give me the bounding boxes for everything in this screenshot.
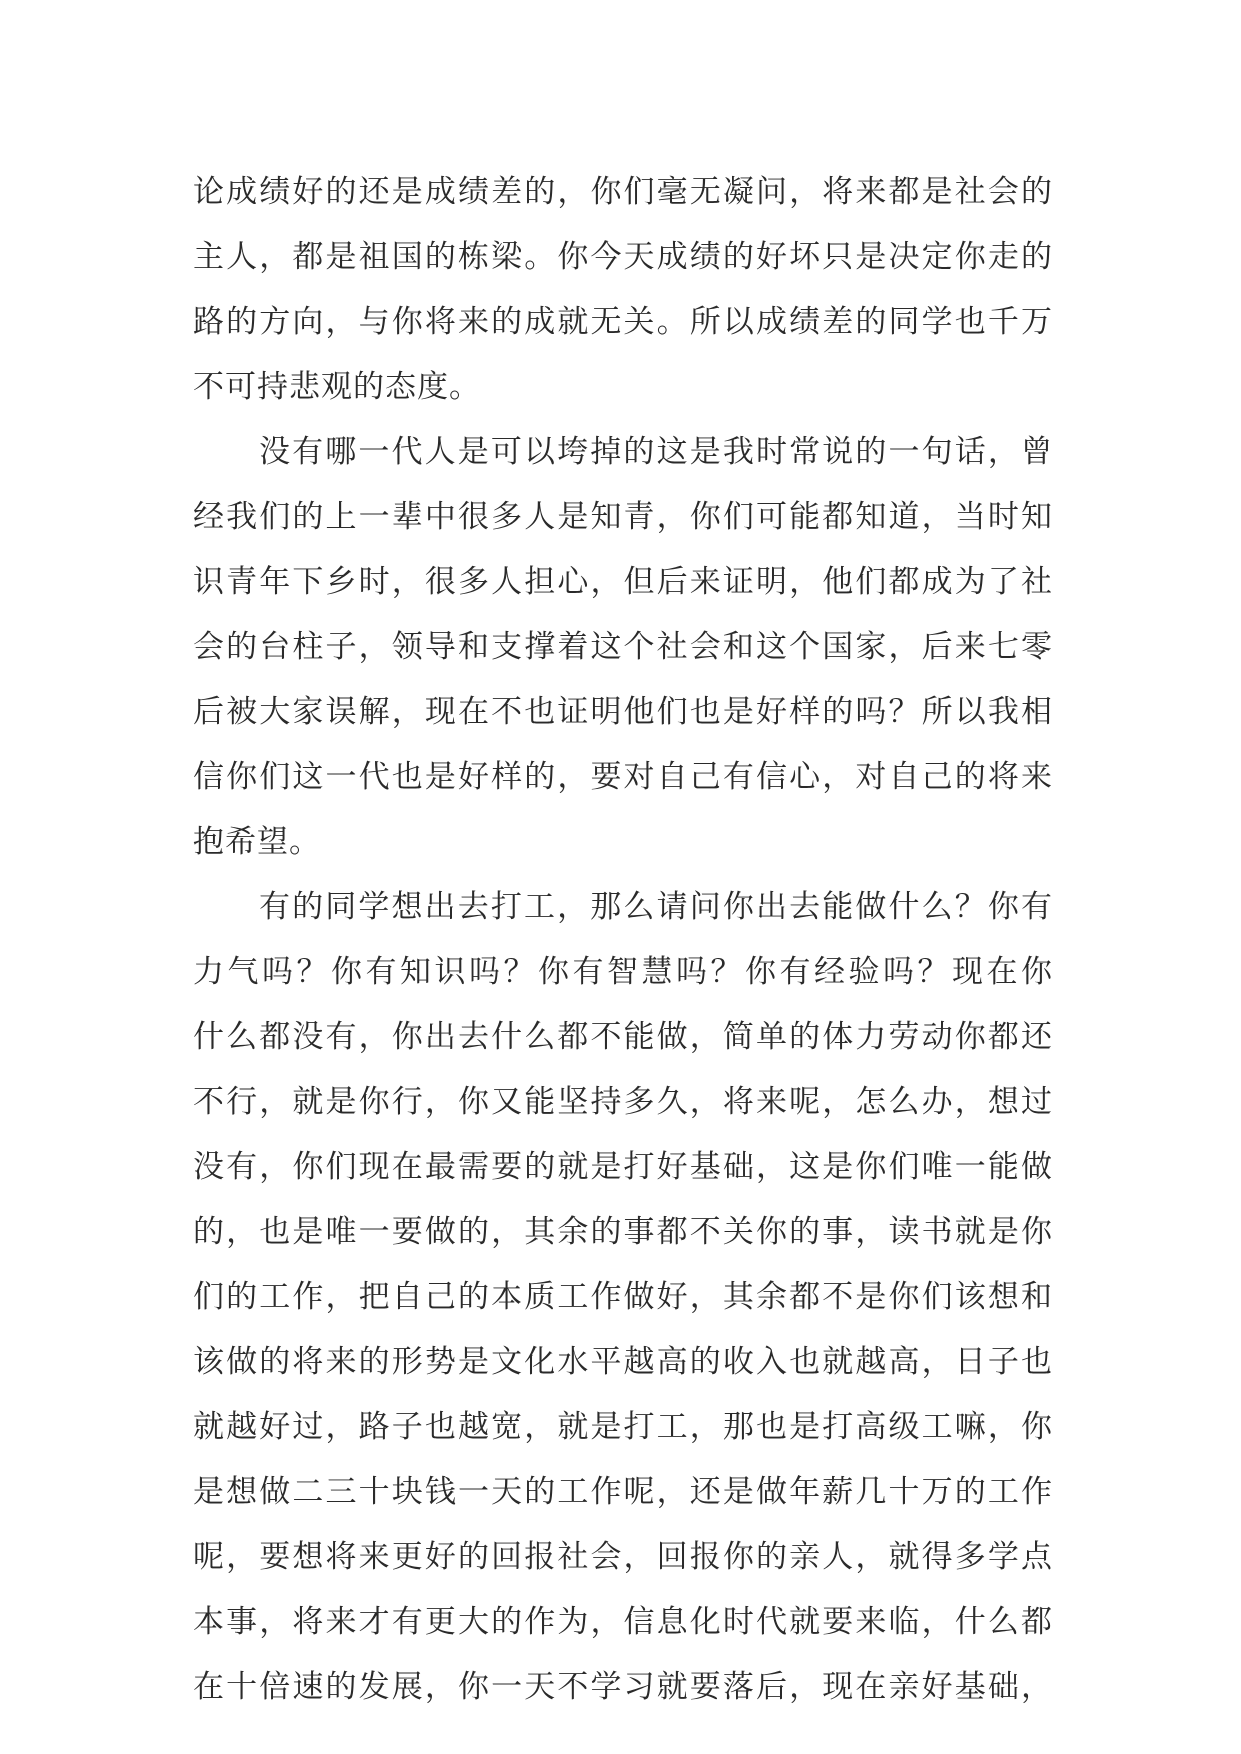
text-line: 呢，要想将来更好的回报社会，回报你的亲人，就得多学点	[193, 1539, 1053, 1575]
text-line: 主人，都是祖国的栋梁。你今天成绩的好坏只是决定你走的	[193, 239, 1053, 275]
text-line: 路的方向，与你将来的成就无关。所以成绩差的同学也千万	[193, 304, 1053, 340]
text-line: 该做的将来的形势是文化水平越高的收入也就越高，日子也	[193, 1344, 1053, 1380]
text-line: 本事，将来才有更大的作为，信息化时代就要来临，什么都	[193, 1604, 1053, 1640]
text-line: 不行，就是你行，你又能坚持多久，将来呢，怎么办，想过	[193, 1084, 1053, 1120]
text-line: 有的同学想出去打工，那么请问你出去能做什么？你有	[259, 889, 1053, 925]
text-line: 在十倍速的发展，你一天不学习就要落后，现在亲好基础，	[193, 1669, 1053, 1705]
text-line: 抱希望。	[193, 824, 321, 860]
text-line: 论成绩好的还是成绩差的，你们毫无凝问，将来都是社会的	[193, 174, 1053, 210]
text-line: 经我们的上一辈中很多人是知青，你们可能都知道，当时知	[193, 499, 1053, 535]
text-line: 是想做二三十块钱一天的工作呢，还是做年薪几十万的工作	[193, 1474, 1053, 1510]
text-line: 的，也是唯一要做的，其余的事都不关你的事，读书就是你	[193, 1214, 1053, 1250]
text-line: 没有哪一代人是可以垮掉的这是我时常说的一句话，曾	[259, 434, 1053, 470]
text-line: 没有，你们现在最需要的就是打好基础，这是你们唯一能做	[193, 1149, 1053, 1185]
text-line: 什么都没有，你出去什么都不能做，简单的体力劳动你都还	[193, 1019, 1053, 1055]
text-line: 就越好过，路子也越宽，就是打工，那也是打高级工嘛，你	[193, 1409, 1053, 1445]
text-line: 力气吗？你有知识吗？你有智慧吗？你有经验吗？现在你	[193, 954, 1053, 990]
text-line: 会的台柱子，领导和支撑着这个社会和这个国家，后来七零	[193, 629, 1053, 665]
text-line: 不可持悲观的态度。	[193, 369, 481, 405]
text-line: 们的工作，把自己的本质工作做好，其余都不是你们该想和	[193, 1279, 1053, 1315]
text-line: 后被大家误解，现在不也证明他们也是好样的吗？所以我相	[193, 694, 1053, 730]
body-text	[193, 160, 1053, 1720]
text-line: 信你们这一代也是好样的，要对自己有信心，对自己的将来	[193, 759, 1053, 795]
text-line: 识青年下乡时，很多人担心，但后来证明，他们都成为了社	[193, 564, 1053, 600]
